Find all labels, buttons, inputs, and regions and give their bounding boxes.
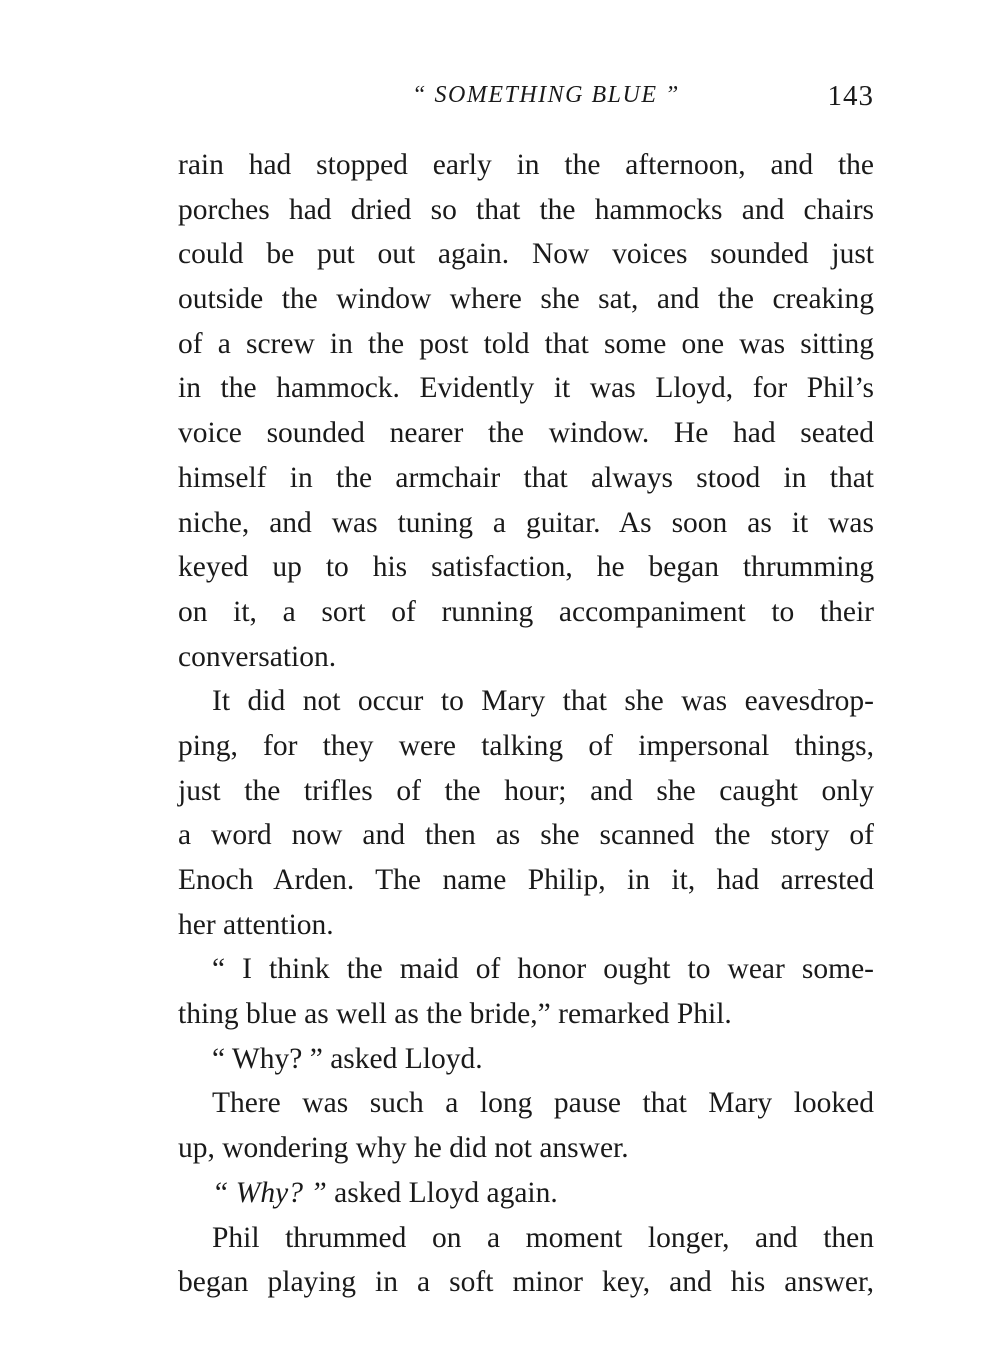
text-line: rain had stopped early in the afternoon, and the [178, 149, 874, 181]
running-title: “ SOMETHING BLUE ” [412, 82, 680, 108]
text-line: of a screw in the post told that some one was sitting [178, 327, 874, 360]
text-line: Enoch Arden. The name Philip, in it, had arrested [178, 864, 874, 896]
text-line: up, wondering why he did not answer. [178, 1132, 629, 1165]
text-line: on it, a sort of running accompaniment to their [178, 595, 874, 628]
body-text [178, 143, 874, 1305]
line-rest: asked Lloyd again. [326, 1176, 558, 1209]
text-line: could be put out again. Now voices sounded just [178, 238, 874, 271]
text-line: outside the window where she sat, and the creaking [178, 283, 874, 316]
text-line: porches had dried so that the hammocks and chairs [178, 193, 874, 226]
text-line: ping, for they were talking of impersonal things, [178, 729, 874, 762]
page-number: 143 [827, 80, 874, 112]
text-line: Phil thrummed on a moment longer, and then [212, 1221, 874, 1254]
text-line: just the trifles of the hour; and she caught only [178, 774, 874, 807]
text-line: a word now and then as she scanned the story of [178, 819, 874, 852]
text-line: thing blue as well as the bride,” remarked Phil. [178, 998, 732, 1031]
running-head [178, 80, 874, 120]
text-line: her attention. [178, 908, 334, 941]
text-line: began playing in a soft minor key, and his answer, [178, 1266, 874, 1299]
text-line: niche, and was tuning a guitar. As soon as it was [178, 506, 874, 539]
text-line: There was such a long pause that Mary looked [212, 1087, 874, 1120]
text-line: “ I think the maid of honor ought to wear some- [212, 953, 874, 986]
text-line [178, 1171, 874, 1216]
text-line: in the hammock. Evidently it was Lloyd, for Phil’s [178, 372, 874, 405]
text-line: “ Why? ” asked Lloyd. [212, 1042, 483, 1075]
text-line: conversation. [178, 640, 337, 673]
text-line: voice sounded nearer the window. He had seated [178, 417, 874, 450]
italic-why: “ Why? ” [212, 1176, 327, 1209]
text-line: himself in the armchair that always stood in that [178, 461, 874, 494]
text-line: keyed up to his satisfaction, he began thrumming [178, 551, 874, 584]
text-line: It did not occur to Mary that she was eavesdrop- [212, 685, 874, 718]
